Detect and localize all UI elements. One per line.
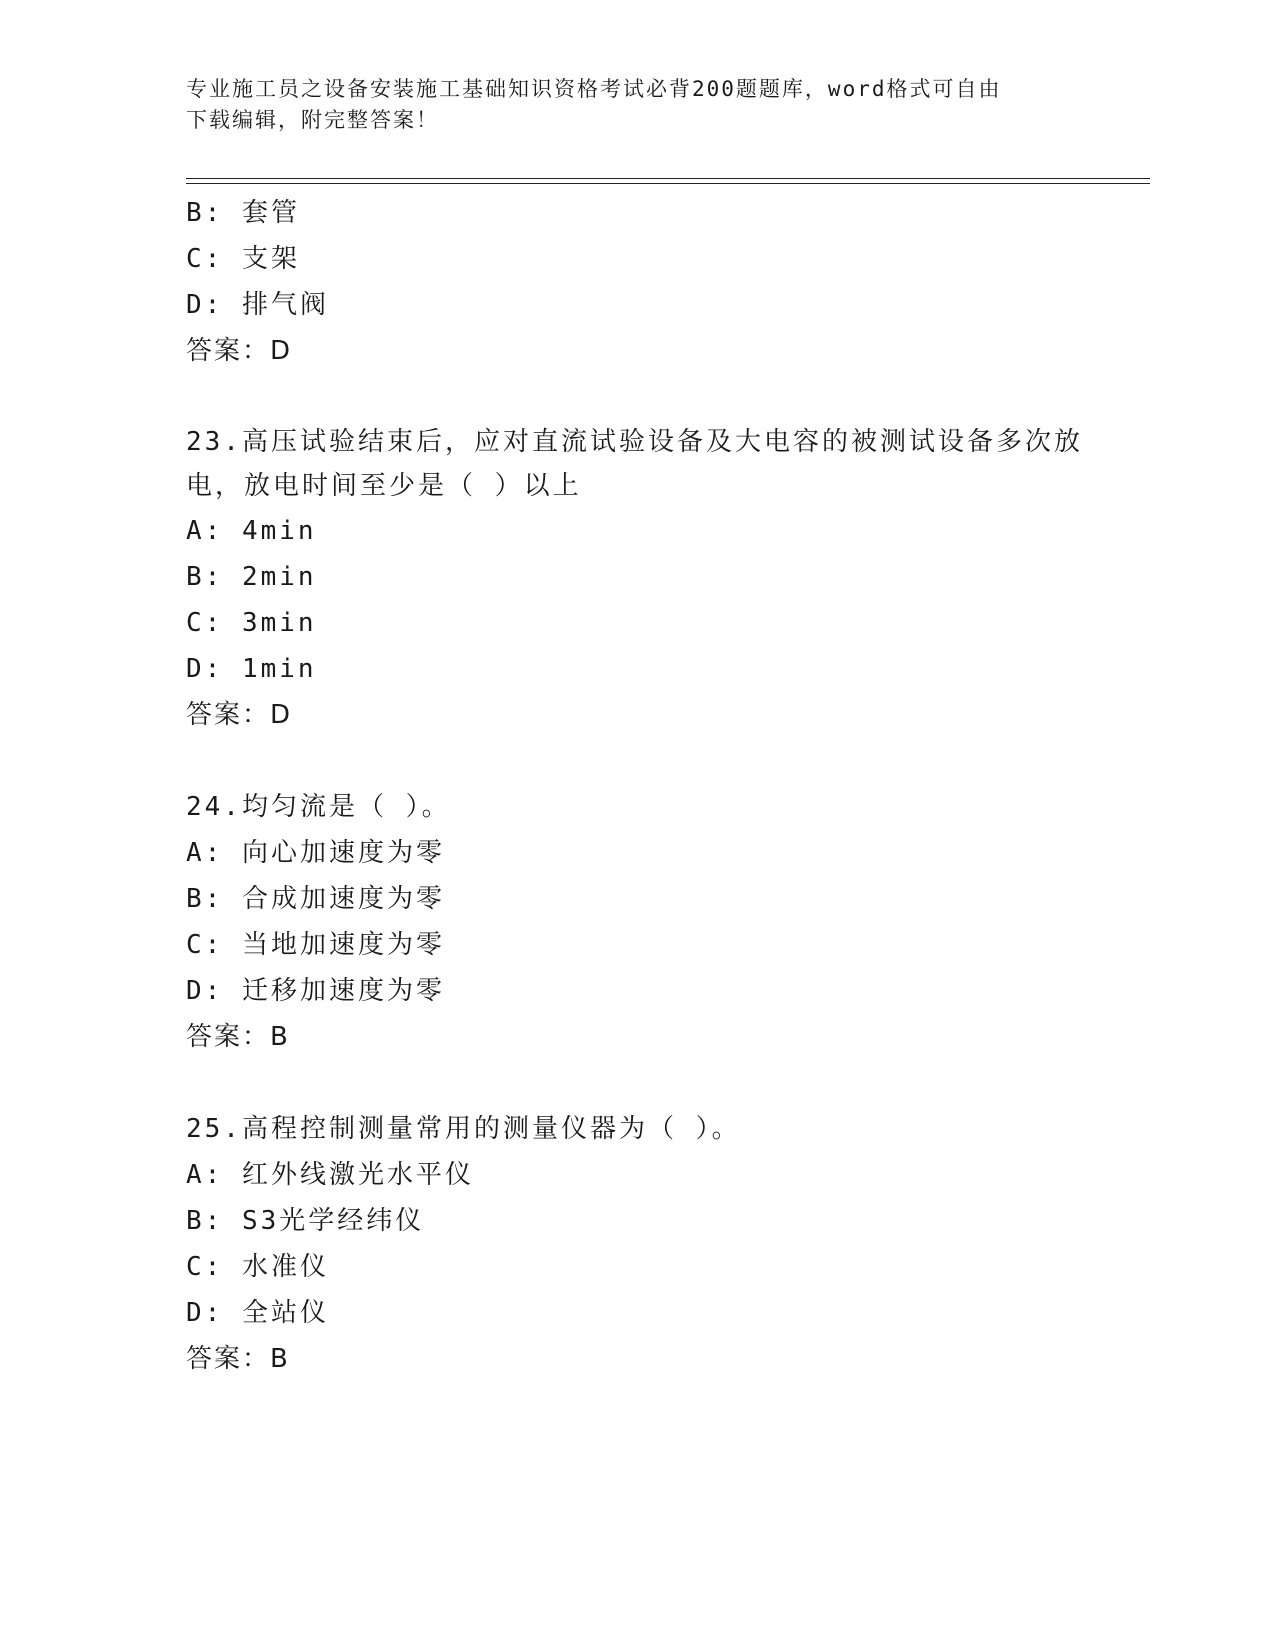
answer: 答案：B — [186, 1344, 290, 1374]
option-d: D: 1min — [186, 654, 317, 684]
question-stem: 24.均匀流是（ ）。 — [186, 792, 451, 822]
question-stem: 25.高程控制测量常用的测量仪器为（ ）。 — [186, 1114, 741, 1144]
option-b: B: 2min — [186, 562, 317, 592]
option-d: D: 排气阀 — [186, 290, 329, 320]
option-b: B: 合成加速度为零 — [186, 884, 445, 914]
question-22-continued — [186, 190, 1086, 374]
option-c: C: 支架 — [186, 244, 300, 274]
header-line-1: 专业施工员之设备安装施工基础知识资格考试必背200题题库，word格式可自由 — [186, 77, 1002, 101]
spacer — [186, 1060, 1086, 1106]
question-stem-line-2: 电，放电时间至少是（ ）以上 — [186, 471, 582, 501]
question-25 — [186, 1106, 1086, 1382]
question-23 — [186, 420, 1086, 738]
option-d: D: 全站仪 — [186, 1298, 329, 1328]
option-a: A: 4min — [186, 516, 317, 546]
option-c: C: 当地加速度为零 — [186, 930, 445, 960]
option-a: A: 向心加速度为零 — [186, 838, 445, 868]
document-header — [186, 74, 1086, 136]
header-rule-bottom — [186, 183, 1150, 184]
question-stem — [186, 420, 1086, 508]
question-stem-line-1: 23.高压试验结束后，应对直流试验设备及大电容的被测试设备多次放 — [186, 427, 1083, 457]
option-d: D: 迁移加速度为零 — [186, 976, 445, 1006]
spacer — [186, 374, 1086, 420]
header-line-2: 下载编辑，附完整答案！ — [186, 108, 439, 132]
option-c: C: 水准仪 — [186, 1252, 329, 1282]
option-b: B: 套管 — [186, 198, 300, 228]
option-a: A: 红外线激光水平仪 — [186, 1160, 474, 1190]
option-c: C: 3min — [186, 608, 317, 638]
answer: 答案：D — [186, 700, 293, 730]
question-24 — [186, 784, 1086, 1060]
header-rule-top — [186, 178, 1150, 179]
question-list — [186, 190, 1086, 1382]
option-b: B: S3光学经纬仪 — [186, 1206, 425, 1236]
spacer — [186, 738, 1086, 784]
answer: 答案：B — [186, 1022, 290, 1052]
answer: 答案：D — [186, 336, 293, 366]
